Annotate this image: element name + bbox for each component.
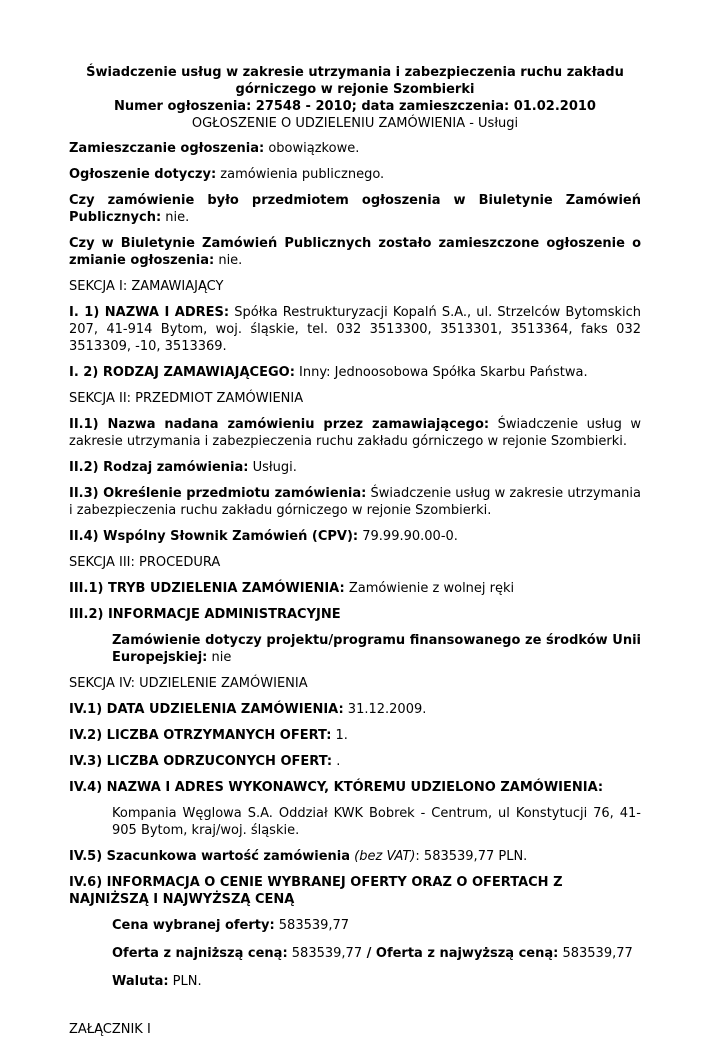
order-name-field	[69, 416, 641, 450]
section2-heading: SEKCJA II: PRZEDMIOT ZAMÓWIENIA	[69, 391, 304, 406]
contractor-value: Kompania Węglowa S.A. Oddział KWK Bobrek - Centrum, ul Konstytucji 76, 41-905 Bytom, kraj/woj. śląskie.	[112, 806, 641, 838]
order-description-label: II.3) Określenie przedmiotu zamówienia:	[69, 486, 367, 501]
section1-heading: SEKCJA I: ZAMAWIAJĄCY	[69, 279, 224, 294]
section4-heading: SEKCJA IV: UDZIELENIE ZAMÓWIENIA	[69, 676, 308, 691]
order-name-label: II.1) Nazwa nadana zamówieniu przez zamawiającego:	[69, 417, 490, 432]
section3-heading: SEKCJA III: PROCEDURA	[69, 555, 221, 570]
price-info-label: IV.6) INFORMACJA O CENIE WYBRANEJ OFERTY ORAZ O OFERTACH Z NAJNIŻSZĄ I NAJWYŻSZĄ CENĄ	[69, 875, 563, 907]
offers-rejected-value: .	[332, 754, 341, 769]
concerns-value: zamówienia publicznego.	[216, 167, 385, 182]
notice-type-line: OGŁOSZENIE O UDZIELENIU ZAMÓWIENIA - Usługi	[191, 116, 519, 131]
publication-field	[69, 140, 641, 157]
selected-price-value: 583539,77	[274, 918, 350, 933]
buyer-name-label: I. 1) NAZWA I ADRES:	[69, 305, 230, 320]
currency-field	[112, 973, 641, 990]
highest-price-value: 583539,77	[558, 946, 633, 961]
order-kind-value: Usługi.	[248, 460, 297, 475]
eu-funding-value: nie	[207, 650, 232, 665]
eu-funding-label: Zamówienie dotyczy projektu/programu finansowanego ze środków Unii Europejskiej:	[112, 633, 641, 665]
buyer-type-field	[69, 364, 641, 381]
buyer-type-value: Inny: Jednoosobowa Spółka Skarbu Państwa.	[294, 365, 588, 380]
change-field	[69, 235, 641, 269]
procedure-mode-label: III.1) TRYB UDZIELENIA ZAMÓWIENIA:	[69, 581, 345, 596]
notice-number-line: Numer ogłoszenia: 27548 - 2010; data zamieszczenia: 01.02.2010	[114, 99, 596, 114]
order-description-field	[69, 485, 641, 519]
estimate-field	[69, 848, 641, 865]
estimate-value: : 583539,77 PLN.	[415, 849, 528, 864]
admin-info-field	[69, 606, 641, 623]
offers-received-label: IV.2) LICZBA OTRZYMANYCH OFERT:	[69, 728, 332, 743]
order-kind-label: II.2) Rodzaj zamówienia:	[69, 460, 249, 475]
offers-rejected-label: IV.3) LICZBA ODRZUCONYCH OFERT:	[69, 754, 333, 769]
contractor-label: IV.4) NAZWA I ADRES WYKONAWCY, KTÓREMU UDZIELONO ZAMÓWIENIA:	[69, 780, 604, 795]
change-label: Czy w Biuletynie Zamówień Publicznych zostało zamieszczone ogłoszenie o zmianie ogłoszenia:	[69, 236, 641, 268]
offers-received-value: 1.	[331, 728, 348, 743]
notice-title-line1: Świadczenie usług w zakresie utrzymania i zabezpieczenia ruchu zakładu	[86, 65, 624, 80]
concerns-field	[69, 166, 641, 183]
buyer-name-value: Spółka Restrukturyzacji Kopalń S.A., ul. Strzelców Bytomskich 207, 41-914 Bytom, woj. śląskie, tel. 032 3513300, 3513301, 3513364, faks 032 3513309, -10, 3513369.	[69, 305, 641, 354]
notice-header	[69, 64, 641, 132]
concerns-label: Ogłoszenie dotyczy:	[69, 167, 217, 182]
lowest-price-value: 583539,77	[287, 946, 363, 961]
selected-price-field	[112, 917, 641, 934]
procedure-mode-field	[69, 580, 641, 597]
offers-received-field	[69, 727, 641, 744]
eu-funding-field	[112, 632, 641, 666]
bzp-label: Czy zamówienie było przedmiotem ogłoszenia w Biuletynie Zamówień Publicznych:	[69, 193, 641, 225]
award-date-value: 31.12.2009.	[343, 702, 427, 717]
order-name-value: Świadczenie usług w zakresie utrzymania i zabezpieczenia ruchu zakładu górniczego w rejonie Szombierki.	[69, 417, 641, 449]
highest-price-label: Oferta z najwyższą ceną:	[375, 946, 559, 961]
bzp-value: nie.	[161, 210, 190, 225]
publication-value: obowiązkowe.	[264, 141, 360, 156]
notice-title-line2: górniczego w rejonie Szombierki	[235, 82, 475, 97]
notice-document	[69, 64, 641, 1038]
cpv-label: II.4) Wspólny Słownik Zamówień (CPV):	[69, 529, 359, 544]
publication-label: Zamieszczanie ogłoszenia:	[69, 141, 265, 156]
buyer-type-label: I. 2) RODZAJ ZAMAWIAJĄCEGO:	[69, 365, 295, 380]
lowest-price-label: Oferta z najniższą ceną:	[112, 946, 288, 961]
annex-label: ZAŁĄCZNIK I	[69, 1022, 151, 1037]
change-value: nie.	[214, 253, 243, 268]
estimate-note: (bez VAT)	[354, 849, 416, 864]
award-date-field	[69, 701, 641, 718]
cpv-value: 79.99.90.00-0.	[358, 529, 458, 544]
estimate-label: IV.5) Szacunkowa wartość zamówienia	[69, 849, 351, 864]
contractor-field	[69, 779, 641, 796]
selected-price-label: Cena wybranej oferty:	[112, 918, 275, 933]
procedure-mode-value: Zamówienie z wolnej ręki	[344, 581, 515, 596]
cpv-field	[69, 528, 641, 545]
order-description-value: Świadczenie usług w zakresie utrzymania i zabezpieczenia ruchu zakładu górniczego w rejonie Szombierki.	[69, 486, 641, 518]
bzp-field	[69, 192, 641, 226]
offers-rejected-field	[69, 753, 641, 770]
price-separator: /	[362, 946, 376, 961]
order-kind-field	[69, 459, 641, 476]
price-info-field	[69, 874, 641, 908]
award-date-label: IV.1) DATA UDZIELENIA ZAMÓWIENIA:	[69, 702, 344, 717]
currency-label: Waluta:	[112, 974, 169, 989]
admin-info-label: III.2) INFORMACJE ADMINISTRACYJNE	[69, 607, 341, 622]
currency-value: PLN.	[168, 974, 202, 989]
buyer-name-field	[69, 304, 641, 355]
price-range-field	[112, 945, 641, 962]
